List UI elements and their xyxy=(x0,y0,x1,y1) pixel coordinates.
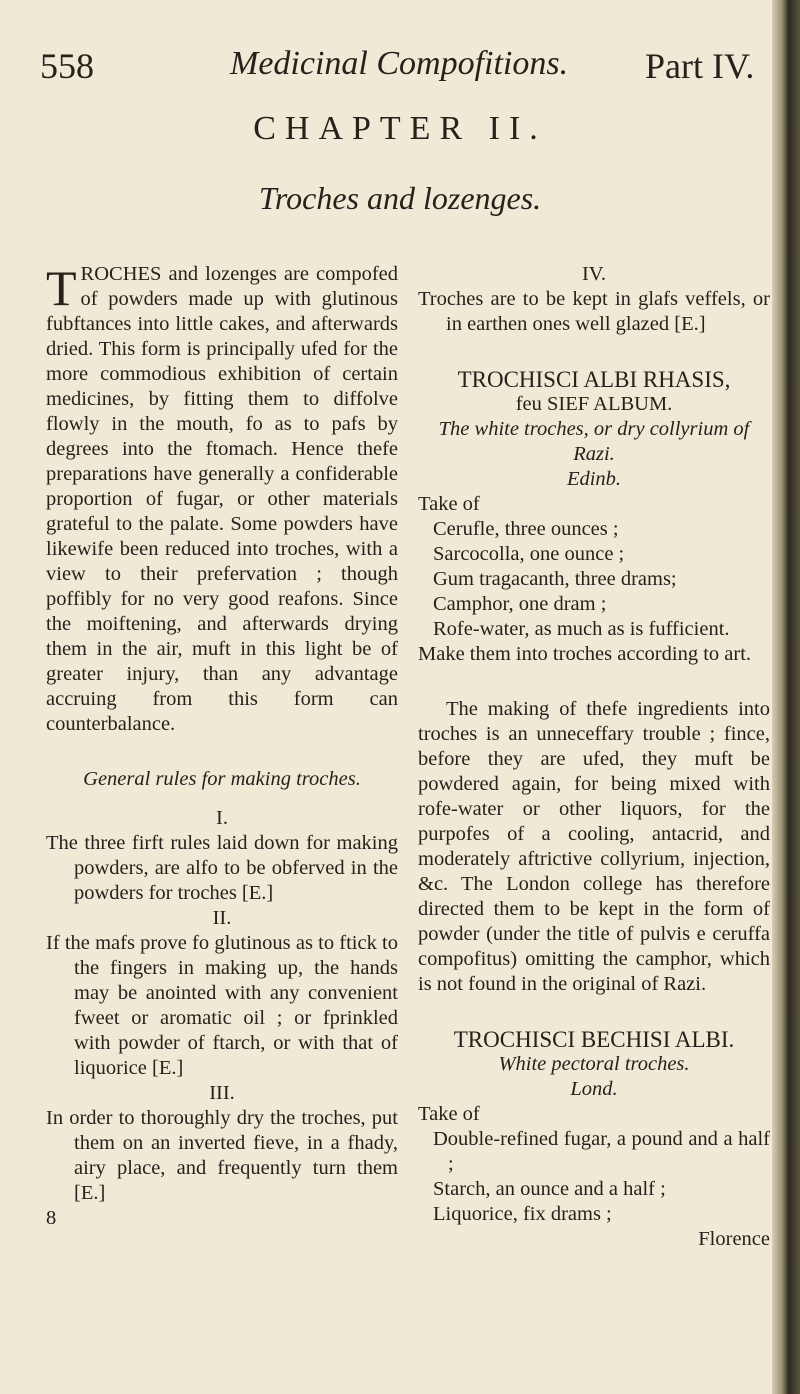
rule-text: Troches are to be kept in glafs veffels, or in earthen ones well glazed [E.] xyxy=(418,288,770,335)
ingredient-line: Starch, an ounce and a half ; xyxy=(433,1178,666,1200)
intro-text: ROCHES and lozenges are compofed of powders made up with glutinous fubftances into little cakes, and afterwards dried. This form is principally ufed for the more commodious exhibition of certain medicines, by fitting them to diffolve flowly in the mouth, fo as to pafs by degrees into the ftomach. Hence thefe preparations have generally a confiderable proportion of fugar, or other materials grateful to the palate. Some powders have likewife been reduced into troches, with a view to their prefervation ; though poffibly for no very good reafons. Since the moiftening, and afterwards drying them in the air, muft in this light be of greater injury, than any advantage accruing from this form can counterbalance. xyxy=(46,263,398,735)
rule-numeral: III. xyxy=(209,1082,235,1104)
ingredient-line: Camphor, one dram ; xyxy=(433,593,607,615)
catchword: Florence xyxy=(698,1228,770,1250)
recipe-english-title: The white troches, or dry collyrium of Razi. xyxy=(438,418,750,465)
rule-numeral: I. xyxy=(216,807,228,829)
signature-mark: 8 xyxy=(46,1207,57,1229)
recipe-english-title: White pectoral troches. xyxy=(498,1053,690,1075)
recipe-instruction: Make them into troches according to art. xyxy=(418,643,752,665)
take-of-label: Take of xyxy=(418,1103,480,1125)
recipe-title: TROCHISCI BECHISI ALBI. xyxy=(453,1027,735,1052)
right-column xyxy=(418,262,770,1252)
chapter-subtitle: Troches and lozenges. xyxy=(258,180,542,216)
commentary-paragraph: The making of thefe ingredients into troches is an unneceffary trouble ; fince, before they are ufed, they muft be powdered again, for being mixed with rofe-water or other liquors, for the purpofes of a cooling, antacrid, and moderately aftrictive collyrium, injection, &c. The London college has therefore directed them to be kept in the form of powder (under the title of pulvis e ceruffa compofitus) omitting the camphor, which is not found in the original of Razi. xyxy=(418,698,770,995)
ingredient-line: Double-refined fugar, a pound and a half ; xyxy=(433,1128,770,1175)
ingredient-line: Gum tragacanth, three drams; xyxy=(433,568,677,590)
rules-heading: General rules for making troches. xyxy=(83,768,361,790)
drop-cap: T xyxy=(46,260,77,316)
recipe-alt-title: feu SIEF ALBUM. xyxy=(515,393,673,415)
rule-numeral: II. xyxy=(212,907,232,929)
ingredient-line: Cerufle, three ounces ; xyxy=(433,518,619,540)
rule-text: If the mafs prove fo glutinous as to ftick to the fingers in making up, the hands may be anointed with any convenient fweet or aromatic oil ; or fprinkled with powder of ftarch, or with that of liquorice [E.] xyxy=(46,932,398,1079)
take-of-label: Take of xyxy=(418,493,480,515)
running-title: Medicinal Compofitions. xyxy=(230,45,569,82)
intro-paragraph xyxy=(46,262,398,737)
chapter-heading: CHAPTER II. xyxy=(253,110,547,147)
ingredient-line: Sarcocolla, one ounce ; xyxy=(433,543,625,565)
left-column xyxy=(46,262,398,1231)
ingredient-line: Liquorice, fix drams ; xyxy=(433,1203,612,1225)
rule-text: In order to thoroughly dry the troches, put them on an inverted fieve, in a fhady, airy place, and frequently turn them [E.] xyxy=(46,1107,398,1204)
recipe-title: TROCHISCI ALBI RHASIS, xyxy=(457,367,731,392)
part-label: Part IV. xyxy=(645,46,755,86)
rule-text: The three firft rules laid down for making powders, are alfo to be obferved in the powders for troches [E.] xyxy=(46,832,398,904)
page-number: 558 xyxy=(40,46,94,86)
recipe-source: Lond. xyxy=(570,1078,618,1100)
recipe-source: Edinb. xyxy=(566,468,622,490)
rule-numeral: IV. xyxy=(581,263,607,285)
ingredient-line: Rofe-water, as much as is fufficient. xyxy=(433,618,730,640)
